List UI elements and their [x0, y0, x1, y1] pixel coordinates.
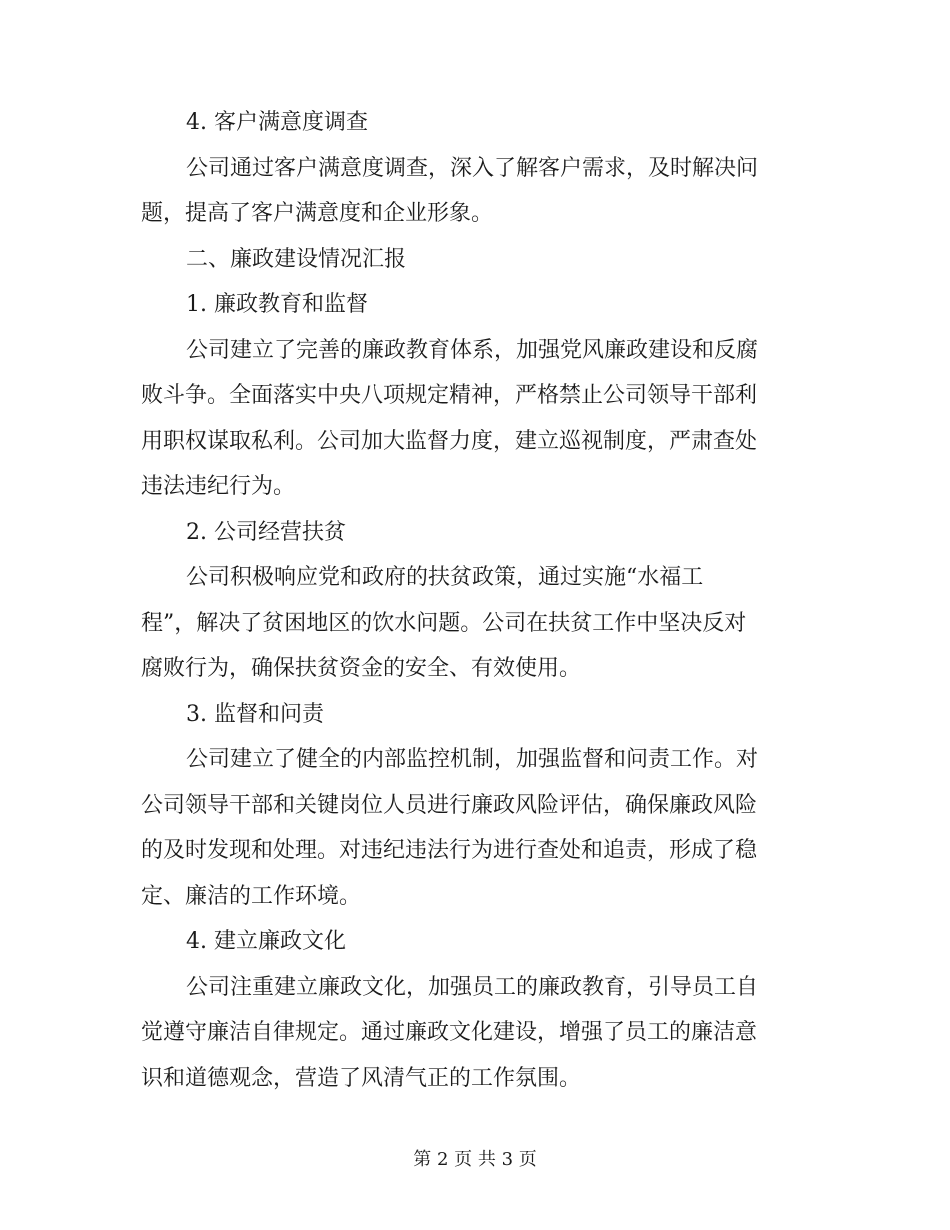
paragraph-line: 觉遵守廉洁自律规定。通过廉政文化建设，增强了员工的廉洁意: [141, 1020, 758, 1045]
section-heading: 3. 监督和问责: [186, 701, 324, 727]
paragraph-line: 腐败行为，确保扶贫资金的安全、有效使用。: [141, 656, 582, 681]
paragraph-line: 败斗争。全面落实中央八项规定精神，严格禁止公司领导干部利: [141, 383, 758, 408]
paragraph-line: 公司注重建立廉政文化，加强员工的廉政教育，引导员工自: [186, 974, 759, 1000]
section-heading: 2. 公司经营扶贫: [186, 519, 346, 545]
paragraph-line: 公司积极响应党和政府的扶贫政策，通过实施“水福工: [186, 565, 704, 590]
document-body: [141, 100, 801, 1101]
section-heading: 4. 建立廉政文化: [186, 929, 346, 954]
paragraph-line: 程”，解决了贫困地区的饮水问题。公司在扶贫工作中坚决反对: [141, 610, 747, 636]
paragraph-line: 公司建立了健全的内部监控机制，加强监督和问责工作。对: [186, 747, 759, 772]
page-number-footer: 第 2 页 共 3 页: [413, 1149, 537, 1170]
paragraph-line: 定、廉洁的工作环境。: [141, 883, 362, 909]
paragraph-line: 公司领导干部和关键岗位人员进行廉政风险评估，确保廉政风险: [141, 792, 758, 818]
paragraph-line: 公司建立了完善的廉政教育体系，加强党风廉政建设和反腐: [186, 337, 759, 363]
section-heading: 1. 廉政教育和监督: [186, 292, 368, 317]
paragraph-line: 的及时发现和处理。对违纪违法行为进行查处和追责，形成了稳: [141, 838, 758, 863]
paragraph-line: 题，提高了客户满意度和企业形象。: [141, 201, 494, 226]
chapter-heading: 二、廉政建设情况汇报: [186, 246, 407, 272]
section-heading: 4. 客户满意度调查: [186, 110, 368, 135]
paragraph-line: 识和道德观念，营造了风清气正的工作氛围。: [141, 1065, 582, 1091]
paragraph-line: 违法违纪行为。: [141, 474, 296, 499]
paragraph-line: 公司通过客户满意度调查，深入了解客户需求，及时解决问: [186, 155, 759, 181]
paragraph-line: 用职权谋取私利。公司加大监督力度，建立巡视制度，严肃查处: [141, 428, 758, 454]
